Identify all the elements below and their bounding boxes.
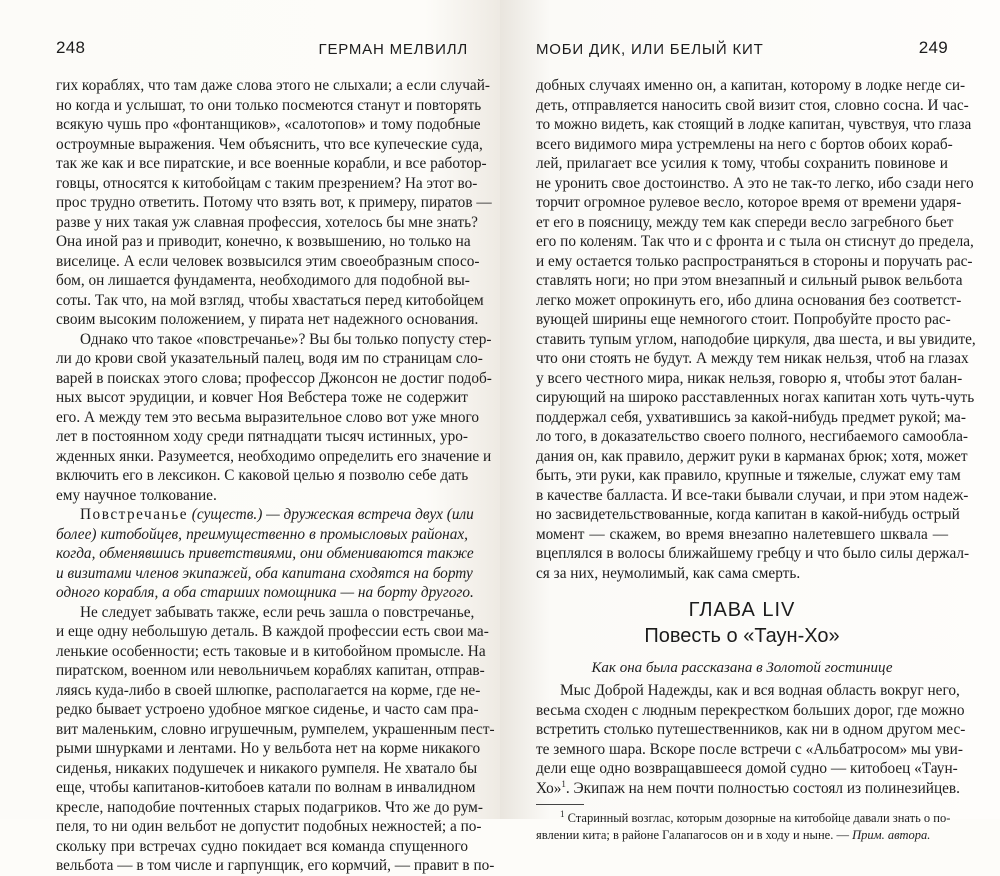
text-line: легко может опрокинуть его, ибо длина основания без соответст- (536, 291, 962, 309)
text-line: но когда и услышат, то они только посмеются станут и повторять (56, 96, 482, 114)
text-line: говцы, относятся к китобойцам с таким презрением? На этот во- (56, 174, 478, 192)
text-line: быть, эти руки, как правило, крупные и тяжелые, служат ему там (536, 467, 961, 484)
left-body-text (56, 76, 495, 876)
footnote-attribution: Прим. автора. (852, 828, 931, 842)
text-line: вельбота — в том числе и гарпунщик, его кормчий, — правит в по- (56, 857, 495, 874)
text-line: включить его в лексикон. С каковой целью я позволю себе дать (56, 467, 469, 484)
text-line: пеля, то ни один вельбот не допустит подобных нежностей; а по- (56, 818, 482, 835)
text-line: еще, чтобы капитанов-китобоев катали по волнам в инвалидном (56, 779, 476, 796)
text-fragment: Хо» (536, 779, 562, 797)
text-line: лет в постоянном ходу среди пятнадцати тысяч истинных, уро- (56, 428, 468, 445)
left-page (0, 0, 500, 874)
text-line: разве у них такая уж славная профессия, хотелось бы мне знать? (56, 213, 478, 231)
text-line: поддержал себя, ухватившись за какой-нибудь предмет рукой; ма- (536, 408, 966, 426)
text-line: варей в поисках этого слова; профессор Джонсон не достиг подоб- (56, 369, 492, 387)
text-line: ных высот эрудиции, и ковчег Ноя Вебстера тоже не содержит (56, 389, 468, 406)
text-line: и ему остается только распространяться в стороны и поручать рас- (536, 252, 973, 270)
text-line: сиденья, никаких подушечек и никакого румпеля. Не хватало бы (56, 759, 478, 777)
text-line: в качестве балласта. И все-таки бывали случаи, и при этом надеж- (536, 486, 969, 504)
text-line: дания он, как правило, держит руки в карманах брюк; хотя, может (536, 447, 968, 465)
text-line: прос трудно ответить. Потому что взять вот, к примеру, пиратов — (56, 194, 492, 211)
text-line: его. А между тем это весьма выразительное слово вот уже много (56, 408, 480, 426)
text-line: то можно видеть, как стоящий в лодке капитан, чувствуя, что глаза (536, 116, 972, 133)
text-line: весьма сходен с людным перекрестком больших дорог, где можно (536, 701, 965, 719)
text-line: своим высоким положением, у пирата нет надежного основания. (56, 311, 479, 328)
definition-line: и визитами членов экипажей, оба капитана сходятся на борту (56, 564, 473, 582)
footnote-text: Старинный возглас, которым дозорные на китобойце давали знать о по- (564, 811, 951, 825)
text-line: у всего честного мира, никак нельзя, говорю я, чтобы этот балан- (536, 369, 963, 387)
defined-term: Повстречанье (80, 506, 188, 523)
text-line: те земного шара. Вскоре после встречи с «Альбатросом» мы уви- (536, 740, 963, 758)
text-line: деть, отправляется наносить свой визит стоя, словно сосна. И час- (536, 96, 969, 114)
definition-line: одного корабля, а оба старших помощника — на борту другого. (56, 584, 474, 601)
chapter-title: Повесть о «Таун-Хо» (644, 625, 840, 647)
text-line: торчит огромное рулевое весло, которое время от времени ударя- (536, 194, 962, 211)
text-line: ли до крови свой указательный палец, водя им по страницам сло- (56, 350, 483, 367)
text-line: добных случаях именно он, а капитан, которому в лодке негде си- (536, 77, 966, 94)
text-line: ло того, в доказательство своего полного, несгибаемого самообла- (536, 428, 968, 445)
text-line: но засвидетельствованные, когда капитан в какой-нибудь острый (536, 506, 960, 523)
text-line: ляясь куда-либо в своей шлюпке, располагается на корме, где не- (56, 681, 481, 699)
text-line: дели еще одно возвращавшееся домой судно — китобоец «Таун- (536, 760, 958, 777)
text-line: ставить тупым углом, наподобие циркуля, два шеста, и вы увидите, (536, 330, 976, 348)
text-line: ставлять ноги; но при этом внезапный и сильный рывок вельбота (536, 272, 963, 289)
text-line: его по коленям. Так что и с фронта и с тыла он стиснут до предела, (536, 233, 974, 250)
text-line: пиратском, военном или невольничьем кораблях капитан, отправ- (56, 662, 485, 679)
text-line: Мыс Доброй Надежды, как и вся водная область вокруг него, (560, 682, 960, 699)
text-line: что они стоять не будут. А между тем никак нельзя, чтоб на глазах (536, 350, 969, 367)
text-line: ся за них, неумолимый, как сама смерть. (536, 564, 801, 582)
chapter-heading (536, 601, 948, 681)
footnote-line (536, 827, 948, 844)
text-line: жденных янки. Разумеется, необходимо определить его значение и (56, 447, 492, 465)
text-line: гих кораблях, что там даже слова этого не слыхали; а если случай- (56, 77, 490, 94)
definition-line (56, 505, 474, 525)
text-line: сирующий на широко расставленных ногах капитан хоть чуть-чуть (536, 389, 975, 406)
text-line: Однако что такое «повстречанье»? Вы бы только попусту стер- (80, 330, 492, 348)
text-fragment: . Экипаж на нем почти полностью состоял из полинезийцев. (565, 779, 960, 797)
text-line: встретить столько путешественников, как ни в одном другом мес- (536, 721, 966, 738)
right-page (500, 0, 1000, 842)
footnote-rule (536, 804, 584, 805)
text-line: бом, он лишается фундамента, необходимого для подобной вы- (56, 272, 470, 289)
footnote-number: 1 (560, 808, 565, 819)
text-line: и еще одну небольшую деталь. В каждой профессии есть свои ма- (56, 623, 489, 640)
text-line: момент — скажем, во время внезапно налетевшего шквала — (536, 525, 948, 543)
definition-text: (существ.) — дружеская встреча двух (или (187, 506, 474, 523)
text-line: редко бывает устроено удобное мягкое сиденье, и часто сам пра- (56, 701, 479, 718)
chapter-subtitle: Как она была рассказана в Золотой гостинице (591, 660, 893, 676)
right-page-number: 249 (918, 38, 948, 57)
left-page-number: 248 (56, 38, 86, 57)
text-line: Не следует забывать также, если речь зашла о повстречанье, (80, 603, 475, 621)
text-line: скольку при встречах судно покидает вся команда спущенного (56, 837, 468, 855)
chapter-number: ГЛАВА LIV (688, 599, 796, 621)
footnote-ref[interactable]: 1 (561, 778, 566, 789)
footnote-text: явлении кита; в районе Галапагосов он и в ходу и ныне. — (536, 828, 853, 842)
text-line: кресле, наподобие почтенных старых подагриков. Что же до рум- (56, 798, 483, 816)
text-line (536, 778, 960, 799)
text-line: вующей ширины еще немногого стоит. Попробуйте просто рас- (536, 311, 951, 328)
text-line: лей, прилагает все усилия к тому, чтобы сохранить повинове и (536, 155, 948, 172)
right-body-text (536, 76, 976, 844)
text-line: не уронить свое достоинство. А это не так-то легко, ибо сзади него (536, 174, 974, 192)
text-line: ленькие особенности; есть таковые и в китобойном промысле. На (56, 642, 486, 660)
text-line: соты. Так что, на мой взгляд, чтобы хвастаться перед китобойцем (56, 291, 484, 309)
text-line: остроумные выражения. Чем объяснить, что все купеческие суда, (56, 135, 483, 153)
right-running-head: МОБИ ДИК, ИЛИ БЕЛЫЙ КИТ (536, 41, 764, 58)
text-line: виселице. А если человек возвысился этим своеобразным спосо- (56, 252, 480, 270)
left-running-head: ГЕРМАН МЕЛВИЛЛ (318, 41, 468, 58)
text-line: вцеплялся в волосы ближайшему гребцу и что было силы держал- (536, 545, 970, 562)
text-line: ет его в поясницу, между тем как спереди весло загребного бьет (536, 213, 954, 231)
text-line: всего видимого мира устремлены на него с бортов обоих кораб- (536, 135, 953, 153)
text-line: Она иной раз и приводит, конечно, к возвышению, но только на (56, 233, 471, 250)
text-line: вит маленьким, словно игрушечным, румпелем, украшенным пест- (56, 720, 495, 738)
text-line: так же как и все пиратские, и все военные корабли, и все работор- (56, 155, 487, 172)
definition-line: более) китобойцев, преимущественно в промысловых районах, (56, 525, 468, 543)
text-line: рыми шнурками и лентами. Но у вельбота нет на корме никакого (56, 740, 481, 757)
text-line: всякую чушь про «фонтанщиков», «салотопов» и тому подобные (56, 116, 481, 133)
definition-line: когда, обменявшись приветствиями, они обмениваются также (56, 545, 474, 562)
text-line: ему научное толкование. (56, 486, 217, 504)
